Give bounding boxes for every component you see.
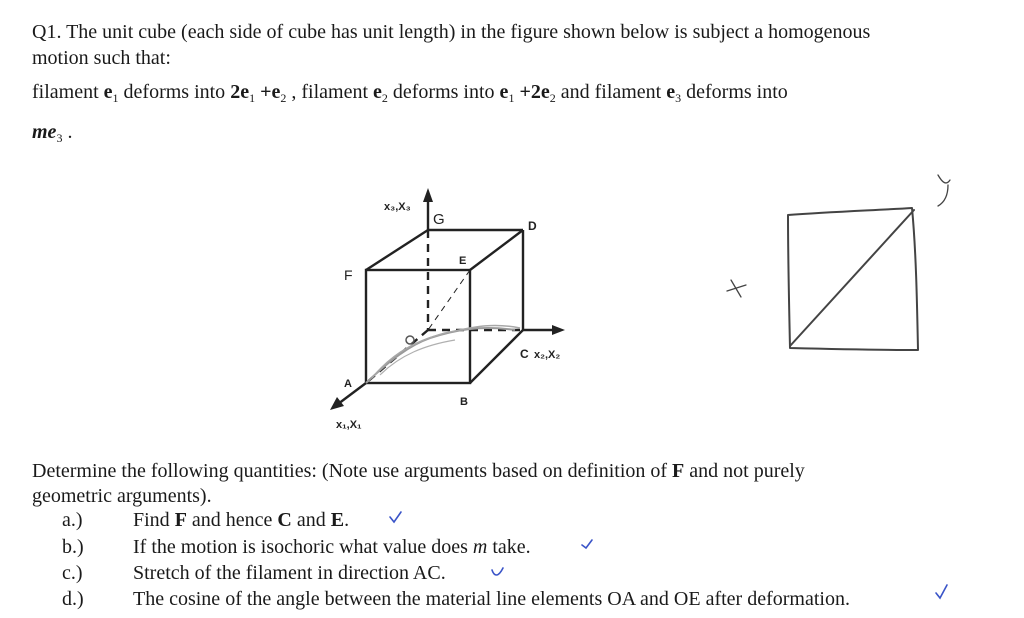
scribble-line-3	[380, 340, 455, 375]
sketch-y-mark	[938, 175, 950, 206]
text-deforms-into: deforms into	[681, 81, 788, 103]
label-D: D	[528, 219, 537, 233]
item-a-t1: Find	[133, 509, 175, 531]
label-G: G	[433, 211, 445, 228]
vec-me3: me	[32, 121, 57, 143]
vec-e3: e	[666, 81, 676, 103]
diagonal-E-O	[428, 270, 470, 330]
label-C: C	[520, 347, 529, 361]
sketch-square	[788, 208, 918, 350]
determine-bold-F: F	[672, 460, 685, 482]
edge-F-G	[366, 230, 428, 270]
item-d-label: d.)	[62, 588, 84, 610]
axis-x1	[338, 383, 366, 404]
text-period: .	[62, 121, 73, 143]
item-c-text: Stretch of the filament in direction AC.	[133, 562, 446, 584]
determine-text-b: and not purely	[684, 460, 805, 482]
item-a-label: a.)	[62, 509, 83, 531]
item-a-t2: and hence	[186, 509, 278, 531]
item-b-t2: take.	[487, 536, 531, 558]
check-mark-a-icon	[390, 512, 401, 522]
sub-3: 3	[675, 91, 682, 105]
item-b-t1: If the motion is isochoric what value does	[133, 536, 473, 558]
sub-1b: 1	[249, 91, 256, 105]
text-filament: filament	[32, 81, 104, 103]
front-face	[366, 270, 470, 383]
item-b-text	[133, 535, 531, 559]
scribble-line-1	[366, 328, 515, 383]
item-d-text: The cosine of the angle between the material line elements OA and OE after deformation.	[133, 588, 850, 610]
cube-diagram	[338, 198, 556, 404]
label-x1: x₁,X₁	[336, 419, 362, 431]
scribble-line-2	[372, 325, 520, 378]
arrow-x2-icon	[552, 325, 565, 335]
vec-e1: e	[103, 81, 113, 103]
label-F: F	[344, 267, 353, 283]
label-A: A	[344, 378, 352, 390]
check-mark-b-icon	[582, 540, 592, 548]
point-O-marker	[406, 336, 414, 344]
vec-e1b: e	[499, 81, 509, 103]
label-B: B	[460, 396, 468, 408]
item-b-label: b.)	[62, 536, 84, 558]
question-line-1: Q1. The unit cube (each side of cube has unit length) in the figure shown below is subject a homogenous	[32, 21, 871, 43]
vec-e2: e	[373, 81, 382, 103]
text-and-filament: and filament	[555, 81, 667, 103]
item-b-m: m	[472, 536, 488, 558]
vec-plus-e2: +e	[255, 81, 281, 103]
vec-2e1: 2e	[230, 81, 250, 103]
determine-line-1	[32, 459, 805, 483]
sub-1c: 1	[508, 91, 515, 105]
item-a-t3: and	[291, 509, 331, 531]
check-mark-d-icon	[936, 585, 947, 598]
item-c-label: c.)	[62, 562, 83, 584]
arrow-x3-icon	[423, 188, 433, 202]
edge-B-C	[470, 330, 523, 383]
sketch-diagonal	[790, 210, 914, 346]
hand-sketch	[727, 175, 950, 350]
arrow-x1-icon	[330, 397, 344, 410]
text-deforms: deforms into	[118, 81, 231, 103]
text-filament-2: , filament	[286, 81, 373, 103]
sub-2: 2	[280, 91, 287, 105]
label-x3: x₃,X₃	[384, 201, 411, 213]
sub-3b: 3	[56, 131, 63, 145]
sub-2c: 2	[549, 91, 556, 105]
sub-2b: 2	[381, 91, 388, 105]
item-a-t4: .	[344, 509, 350, 531]
item-a-text	[133, 508, 349, 532]
determine-text-a: Determine the following quantities: (Note use arguments based on definition of	[32, 460, 673, 482]
label-E: E	[459, 255, 467, 267]
item-a-F: F	[174, 509, 187, 531]
item-a-E: E	[330, 509, 345, 531]
text-deforms-2: deforms into	[387, 81, 500, 103]
sub-1: 1	[112, 91, 119, 105]
item-a-C: C	[277, 509, 292, 531]
label-x2: x₂,X₂	[534, 349, 561, 361]
vec-plus-2e2: +2e	[514, 81, 550, 103]
question-line-2: motion such that:	[32, 47, 171, 69]
check-mark-c-icon	[492, 568, 503, 575]
determine-line-2: geometric arguments).	[32, 485, 212, 507]
edge-E-D	[470, 230, 523, 270]
